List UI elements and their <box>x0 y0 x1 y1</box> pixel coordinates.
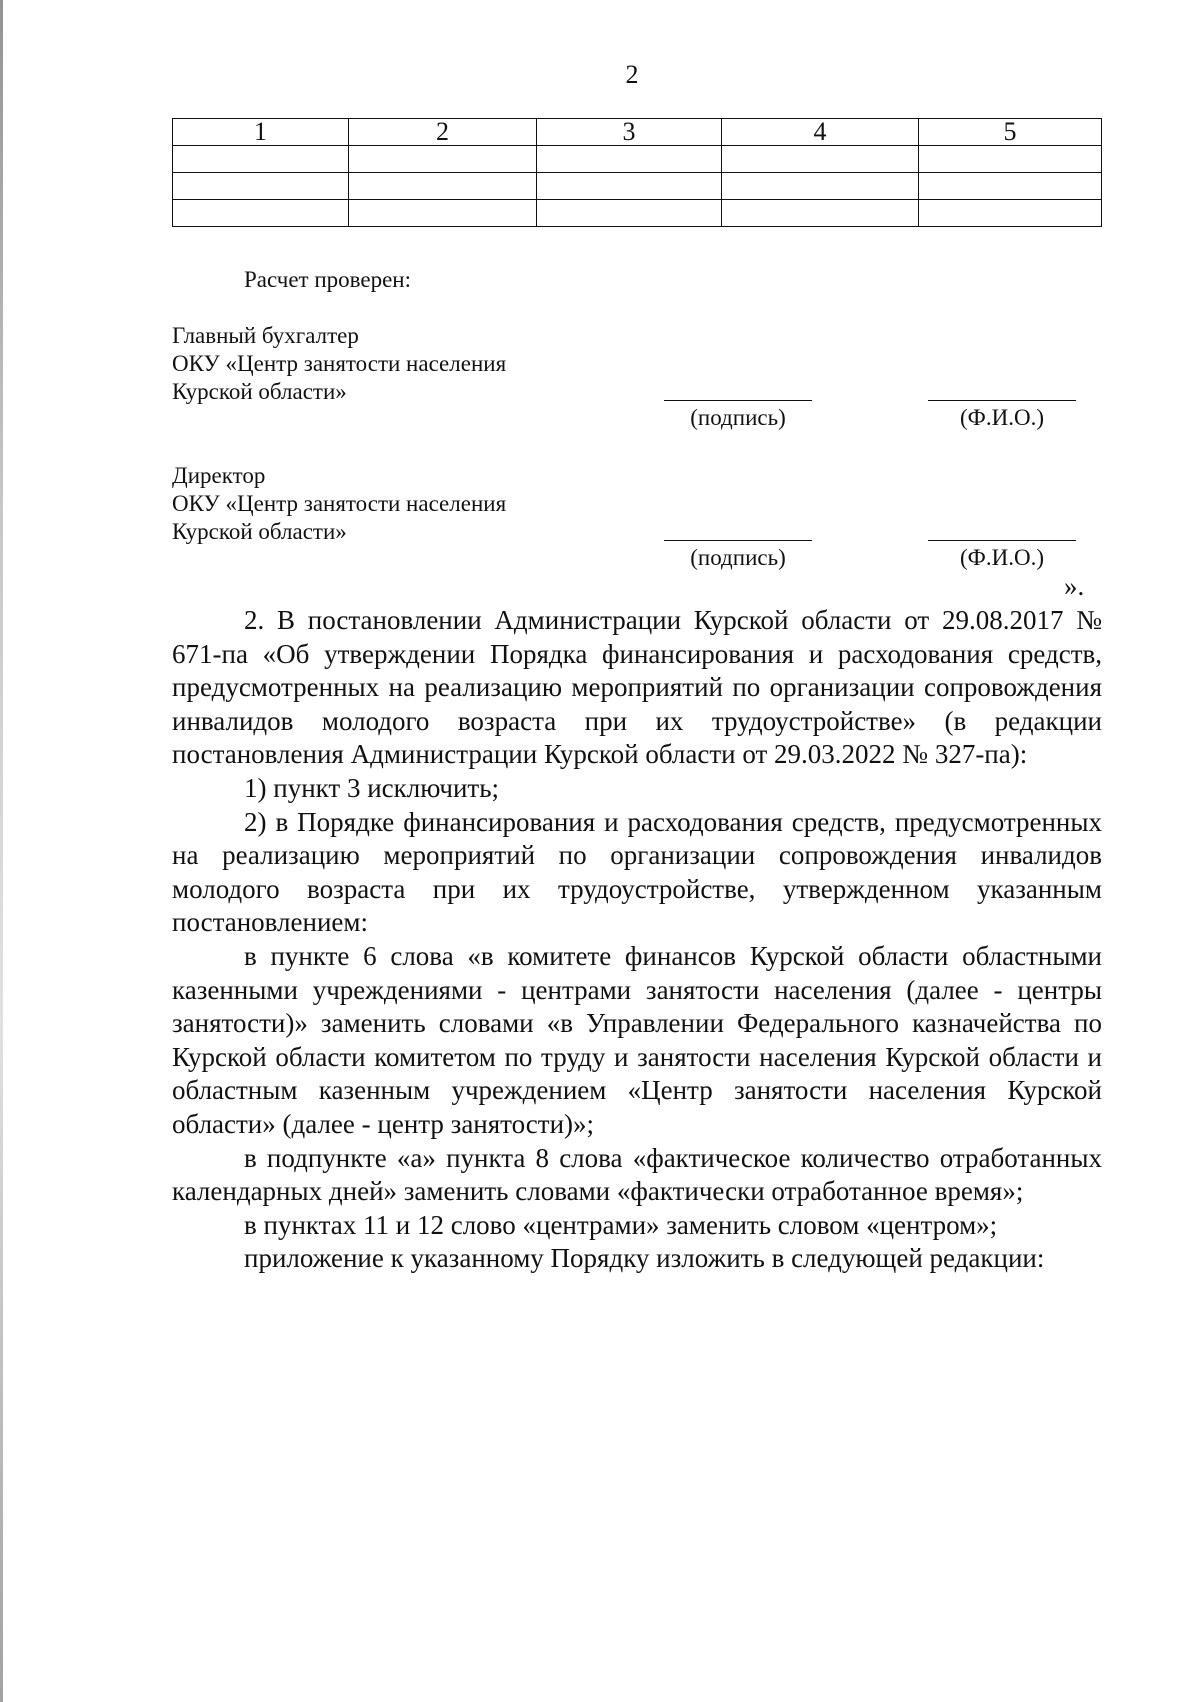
table-cell <box>722 173 919 200</box>
director-title: Директор <box>172 463 266 488</box>
accountant-org-region: Курской области» <box>172 379 347 404</box>
paragraph-item-1: 1) пункт 3 исключить; <box>244 772 500 803</box>
paragraph-amendment-2: 2. В постановлении Администрации Курской области от 29.08.2017 № 671-па «Об утверждении Порядка финансирования и расходования средств, предусмотренных на реализацию мероприятий по организации сопровождения инвалидов молодого возраста при их трудоустройстве» (в редакции постановления Администрации Курской области от 29.03.2022 № 327-па): <box>172 605 1102 770</box>
accountant-name-label: (Ф.И.О.) <box>960 405 1044 430</box>
accountant-org: ОКУ «Центр занятости населения <box>172 351 507 376</box>
director-name-label: (Ф.И.О.) <box>960 545 1044 570</box>
paragraph-appendix: приложение к указанному Порядку изложить в следующей редакции: <box>244 1243 1045 1274</box>
table-cell <box>919 173 1102 200</box>
table-cell <box>173 146 349 173</box>
table-cell <box>919 146 1102 173</box>
amendment-text <box>172 604 1102 1276</box>
table-cell <box>537 146 722 173</box>
table-row <box>173 200 1102 227</box>
scan-edge <box>0 0 3 1702</box>
table-cell <box>537 200 722 227</box>
table-row <box>173 146 1102 173</box>
paragraph-points-11-12: в пунктах 11 и 12 слово «центрами» заменить словом «центром»; <box>244 1209 998 1240</box>
accountant-title: Главный бухгалтер <box>172 323 359 348</box>
table-cell <box>349 173 537 200</box>
table-cell <box>349 146 537 173</box>
paragraph-point-8: в подпункте «а» пункта 8 слова «фактическое количество отработанных календарных дней» заменить словами «фактически отработанное время»; <box>172 1142 1102 1207</box>
accountant-signature-label: (подпись) <box>690 405 786 430</box>
closing-quote: ». <box>1064 571 1085 601</box>
verified-label: Расчет проверен: <box>244 267 411 292</box>
table-header-cell: 4 <box>722 119 919 146</box>
table-cell <box>173 200 349 227</box>
table-row <box>173 173 1102 200</box>
paragraph-item-2: 2) в Порядке финансирования и расходования средств, предусмотренных на реализацию мероприятий по организации сопровождения инвалидов молодого возраста при их трудоустройстве, утвержденном указанным постановлением: <box>172 806 1102 938</box>
accountant-name-line <box>928 400 1076 401</box>
table-header-cell: 5 <box>919 119 1102 146</box>
table-cell <box>722 146 919 173</box>
table-header-cell: 2 <box>349 119 537 146</box>
table-cell <box>722 200 919 227</box>
paragraph-point-6: в пункте 6 слова «в комитете финансов Курской области областными казенными учреждениями - центрами занятости населения (далее - центры занятости)» заменить словами «в Управлении Федерального казначейства по Курской области комитетом по труду и занятости населения Курской области и областным казенным учреждением «Центр занятости населения Курской области» (далее - центр занятости)»; <box>172 940 1102 1139</box>
table-cell <box>919 200 1102 227</box>
calculation-table <box>172 118 1102 227</box>
director-org: ОКУ «Центр занятости населения <box>172 491 507 516</box>
table-cell <box>537 173 722 200</box>
director-signature-label: (подпись) <box>690 545 786 570</box>
table-header-cell: 1 <box>173 119 349 146</box>
table-header-cell: 3 <box>537 119 722 146</box>
table-cell <box>173 173 349 200</box>
director-signature-line <box>664 540 812 541</box>
table-header-row <box>173 119 1102 146</box>
accountant-signature-line <box>664 400 812 401</box>
table-cell <box>349 200 537 227</box>
page-number: 2 <box>625 60 639 89</box>
director-name-line <box>928 540 1076 541</box>
director-org-region: Курской области» <box>172 519 347 544</box>
